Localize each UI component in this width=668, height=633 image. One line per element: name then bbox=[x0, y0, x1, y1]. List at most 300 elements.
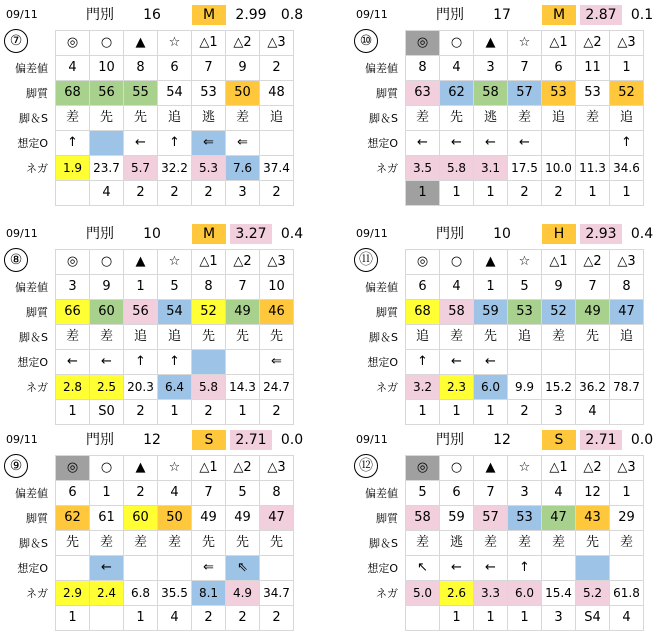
negative-cell: 3 bbox=[542, 400, 576, 425]
negative-cell: 1 bbox=[440, 400, 474, 425]
negative-cell: 1 bbox=[226, 400, 260, 425]
grid-row bbox=[406, 131, 644, 156]
grid-row bbox=[56, 325, 294, 350]
negative-cell: 2 bbox=[542, 181, 576, 206]
horse-number-cell: 1 bbox=[90, 481, 124, 506]
grid-row bbox=[56, 275, 294, 300]
deviation-cell: 58 bbox=[406, 506, 440, 531]
horse-number-cell: 7 bbox=[576, 275, 610, 300]
negative-cell: 4 bbox=[610, 606, 644, 631]
running-style-cell: 逃 bbox=[192, 106, 226, 131]
expected-odds-cell: 15.4 bbox=[542, 581, 576, 606]
race-extra: 0.4 bbox=[630, 226, 654, 242]
mark-cell: ◎ bbox=[406, 456, 440, 481]
negative-cell: 2 bbox=[124, 400, 158, 425]
grid-row bbox=[56, 556, 294, 581]
race-grid bbox=[405, 249, 644, 425]
race-odds: 2.87 bbox=[580, 5, 622, 25]
race-panel bbox=[350, 428, 662, 633]
horse-number-cell: 1 bbox=[610, 56, 644, 81]
deviation-cell: 49 bbox=[226, 300, 260, 325]
row-label: 想定O bbox=[17, 137, 48, 150]
grid-row bbox=[406, 156, 644, 181]
mark-cell: ▲ bbox=[124, 31, 158, 56]
expected-odds-cell: 5.2 bbox=[576, 581, 610, 606]
trend-arrow-cell: ⇐ bbox=[260, 350, 294, 375]
horse-number-cell: 10 bbox=[90, 56, 124, 81]
grid-row bbox=[406, 606, 644, 631]
horse-number-cell: 12 bbox=[576, 481, 610, 506]
grid-row bbox=[406, 181, 644, 206]
negative-cell: 3 bbox=[542, 606, 576, 631]
race-number: ⑫ bbox=[354, 454, 378, 478]
horse-number-cell: 8 bbox=[260, 481, 294, 506]
running-style-cell: 先 bbox=[576, 325, 610, 350]
horse-number-cell: 8 bbox=[610, 275, 644, 300]
running-style-cell: 差 bbox=[576, 106, 610, 131]
mark-cell: △1 bbox=[542, 31, 576, 56]
row-labels bbox=[350, 275, 400, 400]
running-style-cell: 差 bbox=[56, 325, 90, 350]
deviation-cell: 56 bbox=[124, 300, 158, 325]
negative-cell: 1 bbox=[440, 181, 474, 206]
running-style-cell: 先 bbox=[576, 531, 610, 556]
deviation-cell: 61 bbox=[90, 506, 124, 531]
field-size: 16 bbox=[143, 7, 161, 23]
race-panel bbox=[350, 222, 662, 427]
grid-row bbox=[56, 581, 294, 606]
negative-cell: S0 bbox=[90, 400, 124, 425]
row-labels bbox=[0, 56, 50, 181]
race-grid bbox=[55, 249, 294, 425]
expected-odds-cell: 35.5 bbox=[158, 581, 192, 606]
negative-cell: 2 bbox=[508, 400, 542, 425]
running-style-cell: 先 bbox=[440, 106, 474, 131]
negative-cell: 2 bbox=[260, 606, 294, 631]
horse-number-cell: 1 bbox=[610, 481, 644, 506]
deviation-cell: 53 bbox=[542, 81, 576, 106]
running-style-cell: 追 bbox=[260, 106, 294, 131]
race-header bbox=[350, 3, 662, 27]
expected-odds-cell: 32.2 bbox=[158, 156, 192, 181]
deviation-cell: 60 bbox=[124, 506, 158, 531]
trend-arrow-cell bbox=[542, 350, 576, 375]
mark-cell: △3 bbox=[610, 250, 644, 275]
race-panel bbox=[0, 222, 312, 427]
expected-odds-cell: 2.3 bbox=[440, 375, 474, 400]
deviation-cell: 57 bbox=[474, 506, 508, 531]
trend-arrow-cell bbox=[56, 556, 90, 581]
race-date: 09/11 bbox=[356, 433, 388, 446]
row-label: 脚＆S bbox=[19, 331, 48, 344]
deviation-cell: 48 bbox=[260, 81, 294, 106]
negative-cell: 2 bbox=[192, 400, 226, 425]
negative-cell: 1 bbox=[440, 606, 474, 631]
trend-arrow-cell: ⇐ bbox=[192, 131, 226, 156]
mark-cell: △1 bbox=[192, 456, 226, 481]
row-labels bbox=[350, 481, 400, 606]
expected-odds-cell: 17.5 bbox=[508, 156, 542, 181]
row-label: 偏差値 bbox=[15, 281, 48, 294]
race-grade: H bbox=[542, 224, 576, 244]
deviation-cell: 52 bbox=[610, 81, 644, 106]
trend-arrow-cell: ⇐ bbox=[192, 556, 226, 581]
deviation-cell: 58 bbox=[474, 81, 508, 106]
mark-cell: ☆ bbox=[508, 31, 542, 56]
race-grade: S bbox=[192, 430, 226, 450]
row-label: 想定O bbox=[367, 137, 398, 150]
running-style-cell: 差 bbox=[542, 325, 576, 350]
running-style-cell: 差 bbox=[610, 531, 644, 556]
horse-number-cell: 7 bbox=[192, 481, 226, 506]
mark-cell: ○ bbox=[90, 31, 124, 56]
deviation-cell: 49 bbox=[576, 300, 610, 325]
mark-cell: ○ bbox=[440, 250, 474, 275]
negative-cell: 1 bbox=[474, 181, 508, 206]
race-date: 09/11 bbox=[6, 433, 38, 446]
trend-arrow-cell bbox=[610, 556, 644, 581]
horse-number-cell: 5 bbox=[226, 481, 260, 506]
trend-arrow-cell bbox=[542, 131, 576, 156]
expected-odds-cell: 24.7 bbox=[260, 375, 294, 400]
race-grade: M bbox=[192, 224, 226, 244]
running-style-cell: 差 bbox=[56, 106, 90, 131]
row-label: 想定O bbox=[17, 356, 48, 369]
row-label: 偏差値 bbox=[15, 487, 48, 500]
grid-row bbox=[406, 556, 644, 581]
running-style-cell: 差 bbox=[226, 106, 260, 131]
deviation-cell: 58 bbox=[440, 300, 474, 325]
horse-number-cell: 5 bbox=[406, 481, 440, 506]
negative-cell bbox=[406, 606, 440, 631]
horse-number-cell: 5 bbox=[158, 275, 192, 300]
mark-cell: ○ bbox=[90, 456, 124, 481]
deviation-cell: 62 bbox=[440, 81, 474, 106]
grid-row bbox=[56, 106, 294, 131]
grid-row bbox=[56, 400, 294, 425]
grid-row bbox=[406, 81, 644, 106]
mark-cell: ◎ bbox=[406, 31, 440, 56]
running-style-cell: 先 bbox=[260, 531, 294, 556]
mark-cell: ◎ bbox=[56, 31, 90, 56]
expected-odds-cell: 5.3 bbox=[192, 156, 226, 181]
negative-cell: 2 bbox=[226, 606, 260, 631]
expected-odds-cell: 3.2 bbox=[406, 375, 440, 400]
deviation-cell: 47 bbox=[260, 506, 294, 531]
race-date: 09/11 bbox=[6, 227, 38, 240]
mark-cell: ○ bbox=[90, 250, 124, 275]
mark-cell: ○ bbox=[440, 456, 474, 481]
mark-cell: ◎ bbox=[406, 250, 440, 275]
grid-row bbox=[406, 250, 644, 275]
grid-row bbox=[406, 106, 644, 131]
negative-cell: 4 bbox=[576, 400, 610, 425]
deviation-cell: 50 bbox=[158, 506, 192, 531]
mark-cell: ☆ bbox=[158, 456, 192, 481]
running-style-cell: 差 bbox=[542, 531, 576, 556]
mark-cell: ○ bbox=[440, 31, 474, 56]
grid-row bbox=[56, 481, 294, 506]
mark-cell: ☆ bbox=[508, 456, 542, 481]
race-number: ⑩ bbox=[354, 29, 378, 53]
horse-number-cell: 8 bbox=[406, 56, 440, 81]
negative-cell: 4 bbox=[90, 181, 124, 206]
expected-odds-cell: 15.2 bbox=[542, 375, 576, 400]
grid-row bbox=[56, 506, 294, 531]
running-style-cell: 差 bbox=[124, 531, 158, 556]
row-labels bbox=[0, 275, 50, 400]
expected-odds-cell: 3.3 bbox=[474, 581, 508, 606]
horse-number-cell: 9 bbox=[542, 275, 576, 300]
expected-odds-cell: 5.0 bbox=[406, 581, 440, 606]
field-size: 17 bbox=[493, 7, 511, 23]
row-label: 脚質 bbox=[376, 306, 398, 319]
running-style-cell: 先 bbox=[474, 325, 508, 350]
horse-number-cell: 2 bbox=[124, 481, 158, 506]
horse-number-cell: 4 bbox=[56, 56, 90, 81]
running-style-cell: 追 bbox=[158, 325, 192, 350]
horse-number-cell: 6 bbox=[406, 275, 440, 300]
grid-row bbox=[406, 56, 644, 81]
trend-arrow-cell bbox=[508, 350, 542, 375]
row-label: 偏差値 bbox=[365, 62, 398, 75]
mark-cell: △3 bbox=[610, 456, 644, 481]
trend-arrow-cell bbox=[576, 556, 610, 581]
mark-cell: △1 bbox=[192, 31, 226, 56]
deviation-cell: 47 bbox=[610, 300, 644, 325]
trend-arrow-cell: ← bbox=[508, 131, 542, 156]
grid-row bbox=[56, 31, 294, 56]
grid-row bbox=[56, 156, 294, 181]
mark-cell: ▲ bbox=[124, 250, 158, 275]
running-style-cell: 差 bbox=[508, 531, 542, 556]
race-panel bbox=[0, 3, 312, 208]
horse-number-cell: 7 bbox=[192, 56, 226, 81]
negative-cell: S4 bbox=[576, 606, 610, 631]
trend-arrow-cell bbox=[576, 350, 610, 375]
mark-cell: △3 bbox=[610, 31, 644, 56]
negative-cell: 2 bbox=[260, 181, 294, 206]
mark-cell: △3 bbox=[260, 456, 294, 481]
negative-cell: 1 bbox=[610, 181, 644, 206]
horse-number-cell: 7 bbox=[226, 275, 260, 300]
race-venue: 門別 bbox=[86, 432, 114, 448]
race-date: 09/11 bbox=[6, 8, 38, 21]
trend-arrow-cell bbox=[260, 556, 294, 581]
race-venue: 門別 bbox=[436, 226, 464, 242]
trend-arrow-cell: ← bbox=[440, 350, 474, 375]
row-label: 脚＆S bbox=[369, 112, 398, 125]
expected-odds-cell: 20.3 bbox=[124, 375, 158, 400]
expected-odds-cell: 78.7 bbox=[610, 375, 644, 400]
mark-cell: △2 bbox=[226, 31, 260, 56]
expected-odds-cell: 3.1 bbox=[474, 156, 508, 181]
row-label: ネガ bbox=[376, 162, 398, 175]
running-style-cell: 差 bbox=[440, 325, 474, 350]
mark-cell: ◎ bbox=[56, 456, 90, 481]
expected-odds-cell: 11.3 bbox=[576, 156, 610, 181]
running-style-cell: 先 bbox=[90, 106, 124, 131]
row-label: ネガ bbox=[376, 587, 398, 600]
running-style-cell: 追 bbox=[610, 325, 644, 350]
deviation-cell: 46 bbox=[260, 300, 294, 325]
grid-row bbox=[56, 250, 294, 275]
grid-row bbox=[56, 181, 294, 206]
grid-row bbox=[56, 131, 294, 156]
row-label: ネガ bbox=[26, 162, 48, 175]
row-label: 想定O bbox=[367, 562, 398, 575]
mark-cell: ☆ bbox=[508, 250, 542, 275]
grid-row bbox=[406, 300, 644, 325]
horse-number-cell: 8 bbox=[124, 56, 158, 81]
deviation-cell: 49 bbox=[192, 506, 226, 531]
running-style-cell: 追 bbox=[158, 106, 192, 131]
expected-odds-cell: 2.9 bbox=[56, 581, 90, 606]
row-labels bbox=[0, 481, 50, 606]
deviation-cell: 53 bbox=[508, 506, 542, 531]
expected-odds-cell: 5.8 bbox=[192, 375, 226, 400]
race-panel bbox=[0, 428, 312, 633]
trend-arrow-cell: ↖ bbox=[406, 556, 440, 581]
grid-row bbox=[406, 506, 644, 531]
trend-arrow-cell bbox=[90, 131, 124, 156]
expected-odds-cell: 6.4 bbox=[158, 375, 192, 400]
expected-odds-cell: 34.6 bbox=[610, 156, 644, 181]
horse-number-cell: 4 bbox=[542, 481, 576, 506]
race-number: ⑧ bbox=[4, 248, 28, 272]
race-extra: 0.0 bbox=[280, 432, 304, 448]
mark-cell: △2 bbox=[576, 250, 610, 275]
running-style-cell: 先 bbox=[56, 531, 90, 556]
deviation-cell: 59 bbox=[440, 506, 474, 531]
expected-odds-cell: 2.8 bbox=[56, 375, 90, 400]
negative-cell: 1 bbox=[474, 400, 508, 425]
field-size: 12 bbox=[493, 432, 511, 448]
horse-number-cell: 6 bbox=[440, 481, 474, 506]
race-header bbox=[0, 222, 312, 246]
expected-odds-cell: 10.0 bbox=[542, 156, 576, 181]
negative-cell: 2 bbox=[192, 181, 226, 206]
mark-cell: ▲ bbox=[474, 250, 508, 275]
trend-arrow-cell: ← bbox=[474, 556, 508, 581]
trend-arrow-cell: ↑ bbox=[158, 131, 192, 156]
deviation-cell: 53 bbox=[508, 300, 542, 325]
expected-odds-cell: 14.3 bbox=[226, 375, 260, 400]
expected-odds-cell: 34.7 bbox=[260, 581, 294, 606]
running-style-cell: 逃 bbox=[440, 531, 474, 556]
negative-cell: 1 bbox=[474, 606, 508, 631]
horse-number-cell: 6 bbox=[158, 56, 192, 81]
grid-row bbox=[406, 275, 644, 300]
grid-row bbox=[56, 350, 294, 375]
field-size: 10 bbox=[143, 226, 161, 242]
expected-odds-cell: 2.5 bbox=[90, 375, 124, 400]
running-style-cell: 追 bbox=[610, 106, 644, 131]
row-label: 脚質 bbox=[376, 512, 398, 525]
row-label: 脚質 bbox=[376, 87, 398, 100]
row-label: 偏差値 bbox=[365, 487, 398, 500]
horse-number-cell: 6 bbox=[542, 56, 576, 81]
running-style-cell: 逃 bbox=[474, 106, 508, 131]
horse-number-cell: 8 bbox=[192, 275, 226, 300]
mark-cell: △1 bbox=[192, 250, 226, 275]
race-grid bbox=[405, 30, 644, 206]
row-label: 想定O bbox=[17, 562, 48, 575]
row-label: 偏差値 bbox=[15, 62, 48, 75]
race-grade: M bbox=[542, 5, 576, 25]
horse-number-cell: 6 bbox=[56, 481, 90, 506]
horse-number-cell: 5 bbox=[508, 275, 542, 300]
expected-odds-cell: 9.9 bbox=[508, 375, 542, 400]
running-style-cell: 差 bbox=[406, 531, 440, 556]
mark-cell: △2 bbox=[226, 250, 260, 275]
trend-arrow-cell bbox=[226, 350, 260, 375]
race-grade: S bbox=[542, 430, 576, 450]
expected-odds-cell: 5.8 bbox=[440, 156, 474, 181]
expected-odds-cell: 1.9 bbox=[56, 156, 90, 181]
grid-row bbox=[406, 350, 644, 375]
running-style-cell: 追 bbox=[542, 106, 576, 131]
expected-odds-cell: 7.6 bbox=[226, 156, 260, 181]
row-labels bbox=[350, 56, 400, 181]
race-odds: 3.27 bbox=[230, 224, 272, 244]
trend-arrow-cell: ↑ bbox=[158, 350, 192, 375]
trend-arrow-cell: ← bbox=[474, 350, 508, 375]
grid-row bbox=[406, 400, 644, 425]
expected-odds-cell: 37.4 bbox=[260, 156, 294, 181]
running-style-cell: 差 bbox=[406, 106, 440, 131]
race-extra: 0.4 bbox=[280, 226, 304, 242]
horse-number-cell: 10 bbox=[260, 275, 294, 300]
negative-cell: 2 bbox=[158, 181, 192, 206]
mark-cell: ☆ bbox=[158, 31, 192, 56]
race-header bbox=[350, 222, 662, 246]
trend-arrow-cell: ↑ bbox=[124, 350, 158, 375]
race-extra: 0.1 bbox=[630, 7, 654, 23]
row-label: 脚＆S bbox=[369, 331, 398, 344]
field-size: 10 bbox=[493, 226, 511, 242]
trend-arrow-cell bbox=[610, 350, 644, 375]
horse-number-cell: 3 bbox=[474, 56, 508, 81]
race-date: 09/11 bbox=[356, 8, 388, 21]
race-venue: 門別 bbox=[436, 7, 464, 23]
deviation-cell: 59 bbox=[474, 300, 508, 325]
row-label: 脚＆S bbox=[19, 112, 48, 125]
mark-cell: ☆ bbox=[158, 250, 192, 275]
expected-odds-cell: 4.9 bbox=[226, 581, 260, 606]
negative-cell: 1 bbox=[124, 606, 158, 631]
race-odds: 2.99 bbox=[235, 7, 267, 23]
negative-cell: 1 bbox=[56, 400, 90, 425]
trend-arrow-cell bbox=[542, 556, 576, 581]
grid-row bbox=[406, 456, 644, 481]
deviation-cell: 54 bbox=[158, 81, 192, 106]
horse-number-cell: 7 bbox=[508, 56, 542, 81]
expected-odds-cell: 6.0 bbox=[508, 581, 542, 606]
grid-row bbox=[56, 456, 294, 481]
trend-arrow-cell: ↑ bbox=[56, 131, 90, 156]
deviation-cell: 53 bbox=[192, 81, 226, 106]
race-extra: 0.8 bbox=[280, 7, 304, 23]
negative-cell: 4 bbox=[158, 606, 192, 631]
negative-cell: 1 bbox=[508, 606, 542, 631]
horse-number-cell: 11 bbox=[576, 56, 610, 81]
negative-cell bbox=[90, 606, 124, 631]
race-venue: 門別 bbox=[436, 432, 464, 448]
running-style-cell: 差 bbox=[90, 531, 124, 556]
expected-odds-cell: 5.7 bbox=[124, 156, 158, 181]
negative-cell: 2 bbox=[260, 400, 294, 425]
